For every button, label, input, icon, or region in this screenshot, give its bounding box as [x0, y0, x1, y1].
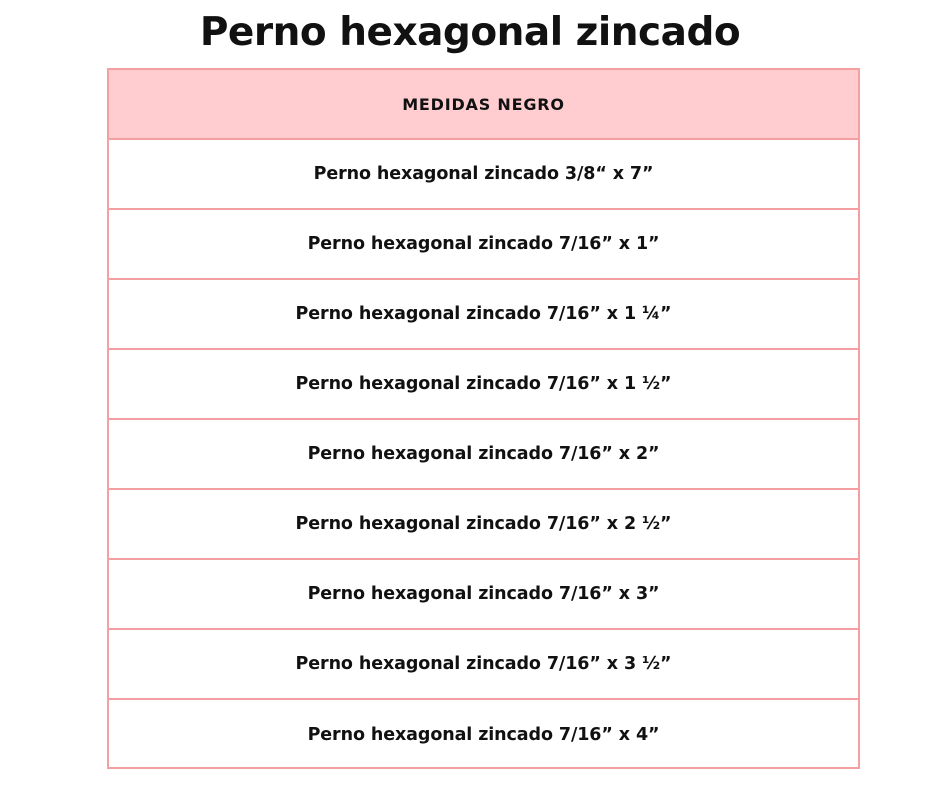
table-row: Perno hexagonal zincado 7/16” x 4” [307, 724, 660, 745]
table-header: MEDIDAS NEGRO [109, 70, 858, 140]
table-row: Perno hexagonal zincado 7/16” x 2” [109, 420, 858, 490]
table-row: Perno hexagonal zincado 7/16” x 1” [109, 210, 858, 280]
table-row: Perno hexagonal zincado 7/16” x 3” [109, 560, 858, 630]
table-row: Perno hexagonal zincado 7/16” x 2 ½” [109, 490, 858, 560]
table-row: Perno hexagonal zincado 7/16” x 3 ½” [109, 630, 858, 700]
table-row: Perno hexagonal zincado 3/8“ x 7” [109, 140, 858, 210]
page-title: Perno hexagonal zincado [199, 10, 741, 55]
table-row: Perno hexagonal zincado 7/16” x 1 ½” [109, 350, 858, 420]
sizes-table [107, 68, 860, 769]
table-row: Perno hexagonal zincado 7/16” x 1 ¼” [109, 280, 858, 350]
